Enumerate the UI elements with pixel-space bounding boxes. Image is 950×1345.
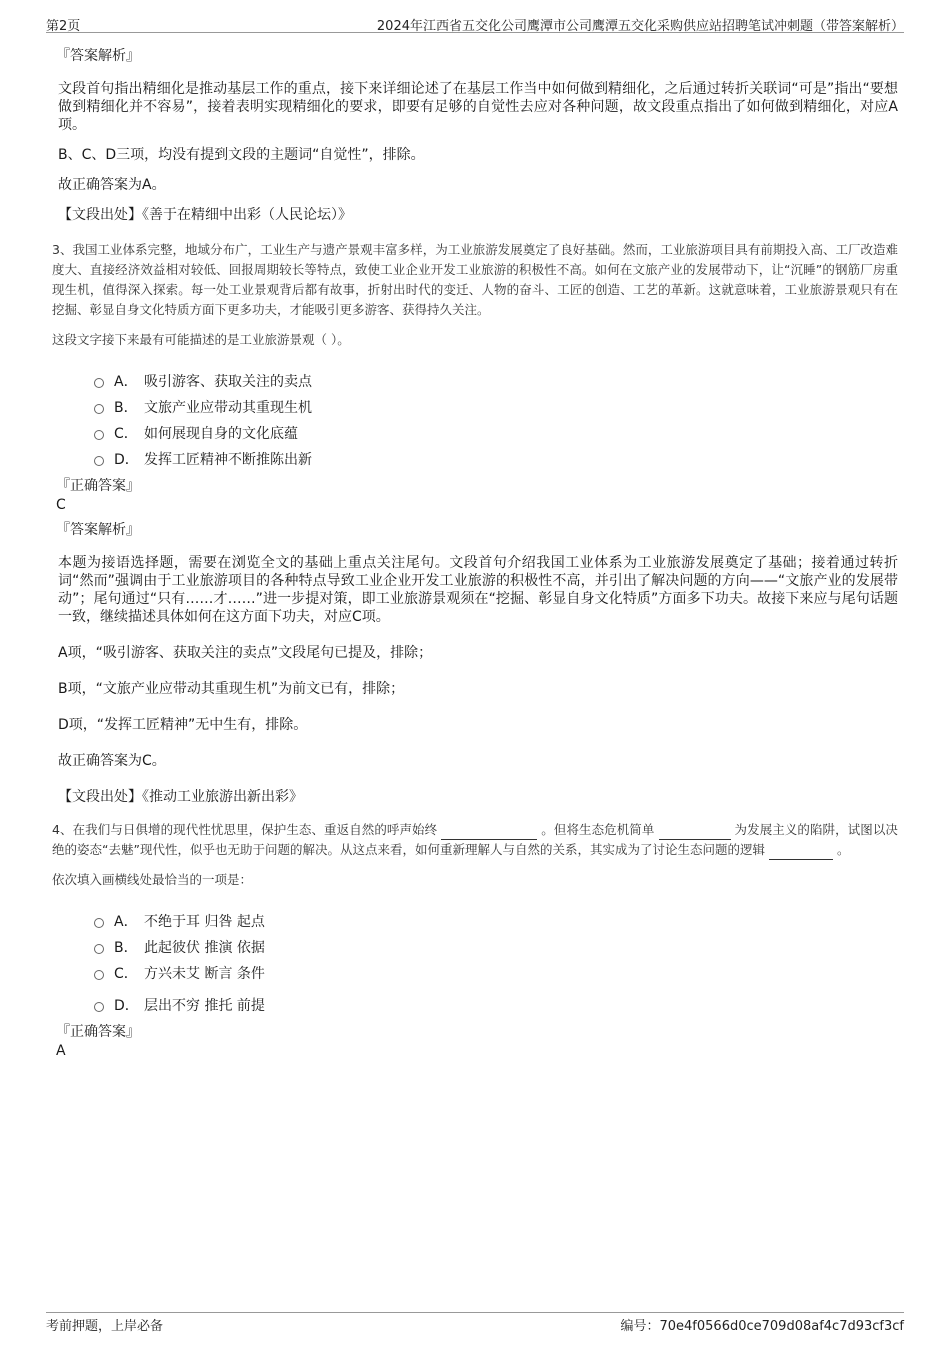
- q2-analysis-conclusion: 故正确答案为A。: [58, 177, 166, 193]
- fill-blank: [769, 845, 833, 860]
- q3-analysis-paragraph: B项，“文旅产业应带动其重现生机”为前文已有，排除；: [58, 681, 405, 697]
- q4-answer: A: [56, 1043, 66, 1059]
- fill-blank: [659, 825, 731, 840]
- q3-option-b[interactable]: B． 文旅产业应带动其重现生机: [94, 394, 898, 420]
- q4-option-b[interactable]: B． 此起彼伏 推演 依据: [94, 934, 898, 960]
- q2-analysis-heading: 『答案解析』: [56, 48, 140, 64]
- q3-analysis-paragraph: D项，“发挥工匠精神”无中生有，排除。: [58, 717, 308, 733]
- radio-button[interactable]: [94, 944, 104, 954]
- q3-source: 【文段出处】《推动工业旅游出新出彩》: [58, 789, 303, 805]
- q3-option-a[interactable]: A． 吸引游客、获取关注的卖点: [94, 368, 898, 394]
- fill-blank: [441, 825, 537, 840]
- page-number: 第2页: [46, 19, 81, 34]
- q3-options: [94, 368, 898, 472]
- q2-analysis-paragraph: 文段首句指出精细化是推动基层工作的重点，接下来详细论述了在基层工作当中如何做到精细化，之后通过转折关联词“可是”指出“要想做到精细化并不容易”，接着表明实现精细化的要求，即要有足够的自觉性去应对各种问题，故文段重点指出了如何做到精细化，对应A项。: [58, 81, 898, 133]
- q3-analysis-conclusion: 故正确答案为C。: [58, 753, 166, 769]
- q4-option-c[interactable]: C． 方兴未艾 断言 条件: [94, 960, 898, 986]
- radio-button[interactable]: [94, 970, 104, 980]
- footer-note: 考前押题，上岸必备: [46, 1319, 164, 1334]
- radio-button[interactable]: [94, 378, 104, 388]
- document-serial: 编号：70e4f0566d0ce709d08af4c7d93cf3cf: [620, 1319, 904, 1334]
- radio-button[interactable]: [94, 1002, 104, 1012]
- q3-answer-heading: 『正确答案』: [56, 478, 140, 494]
- q4-passage: 4、在我们与日俱增的现代性忧思里，保护生态、重返自然的呼声始终 。但将生态危机简单 为发展主义的陷阱，试图以决绝的姿态“去魅”现代性，似乎也无助于问题的解决。从这点来看，如何重新理解人与自然的关系，其实成为了讨论生态问题的逻辑 。: [52, 820, 898, 860]
- q4-answer-heading: 『正确答案』: [56, 1024, 140, 1040]
- q3-analysis-heading: 『答案解析』: [56, 522, 140, 538]
- q4-option-a[interactable]: A． 不绝于耳 归咎 起点: [94, 908, 898, 934]
- q2-source: 【文段出处】《善于在精细中出彩（人民论坛）》: [58, 207, 352, 223]
- page-content: [52, 40, 898, 1066]
- radio-button[interactable]: [94, 918, 104, 928]
- q4-option-d[interactable]: D． 层出不穷 推托 前提: [94, 992, 898, 1018]
- q4-options: [94, 908, 898, 1018]
- radio-button[interactable]: [94, 404, 104, 414]
- q3-option-d[interactable]: D． 发挥工匠精神不断推陈出新: [94, 446, 898, 472]
- q4-prompt: 依次填入画横线处最恰当的一项是：: [52, 872, 253, 887]
- document-title: 2024年江西省五交化公司鹰潭市公司鹰潭五交化采购供应站招聘笔试冲刺题（带答案解析）: [376, 19, 904, 34]
- q3-analysis-paragraph: 本题为接语选择题，需要在浏览全文的基础上重点关注尾句。文段首句介绍我国工业体系为工业旅游发展奠定了基础；接着通过转折词“然而”强调由于工业旅游项目的各种特点导致工业企业开发工业旅游的积极性不高，并引出了解决问题的方向——“文旅产业的发展带动”；尾句通过“只有……才……”进一步提对策，即工业旅游景观须在“挖掘、彰显自身文化特质”方面多下功夫。故接下来应与尾句话题一致，继续描述具体如何在这方面下功夫，对应C项。: [58, 555, 898, 625]
- q2-analysis-paragraph: B、C、D三项，均没有提到文段的主题词“自觉性”，排除。: [58, 147, 425, 163]
- q3-analysis-paragraph: A项，“吸引游客、获取关注的卖点”文段尾句已提及，排除；: [58, 645, 433, 661]
- q3-option-c[interactable]: C． 如何展现自身的文化底蕴: [94, 420, 898, 446]
- q3-prompt: 这段文字接下来最有可能描述的是工业旅游景观（ ）。: [52, 332, 350, 347]
- q3-passage: 3、我国工业体系完整，地域分布广，工业生产与遗产景观丰富多样，为工业旅游发展奠定了良好基础。然而，工业旅游项目具有前期投入高、工厂改造难度大、直接经济效益相对较低、回报周期较长等特点，致使工业企业开发工业旅游的积极性不高。如何在文旅产业的发展带动下，让“沉睡”的钢筋厂房重现生机，值得深入探索。每一处工业景观背后都有故事，折射出时代的变迁、人物的奋斗、工匠的创造、工艺的革新。这就意味着，工业旅游景观只有在挖掘、彰显自身文化特质方面下更多功夫，才能吸引更多游客、获得持久关注。: [52, 242, 898, 317]
- page-footer: [46, 1312, 904, 1335]
- page-header: [46, 12, 904, 33]
- radio-button[interactable]: [94, 456, 104, 466]
- q3-answer: C: [56, 497, 66, 513]
- radio-button[interactable]: [94, 430, 104, 440]
